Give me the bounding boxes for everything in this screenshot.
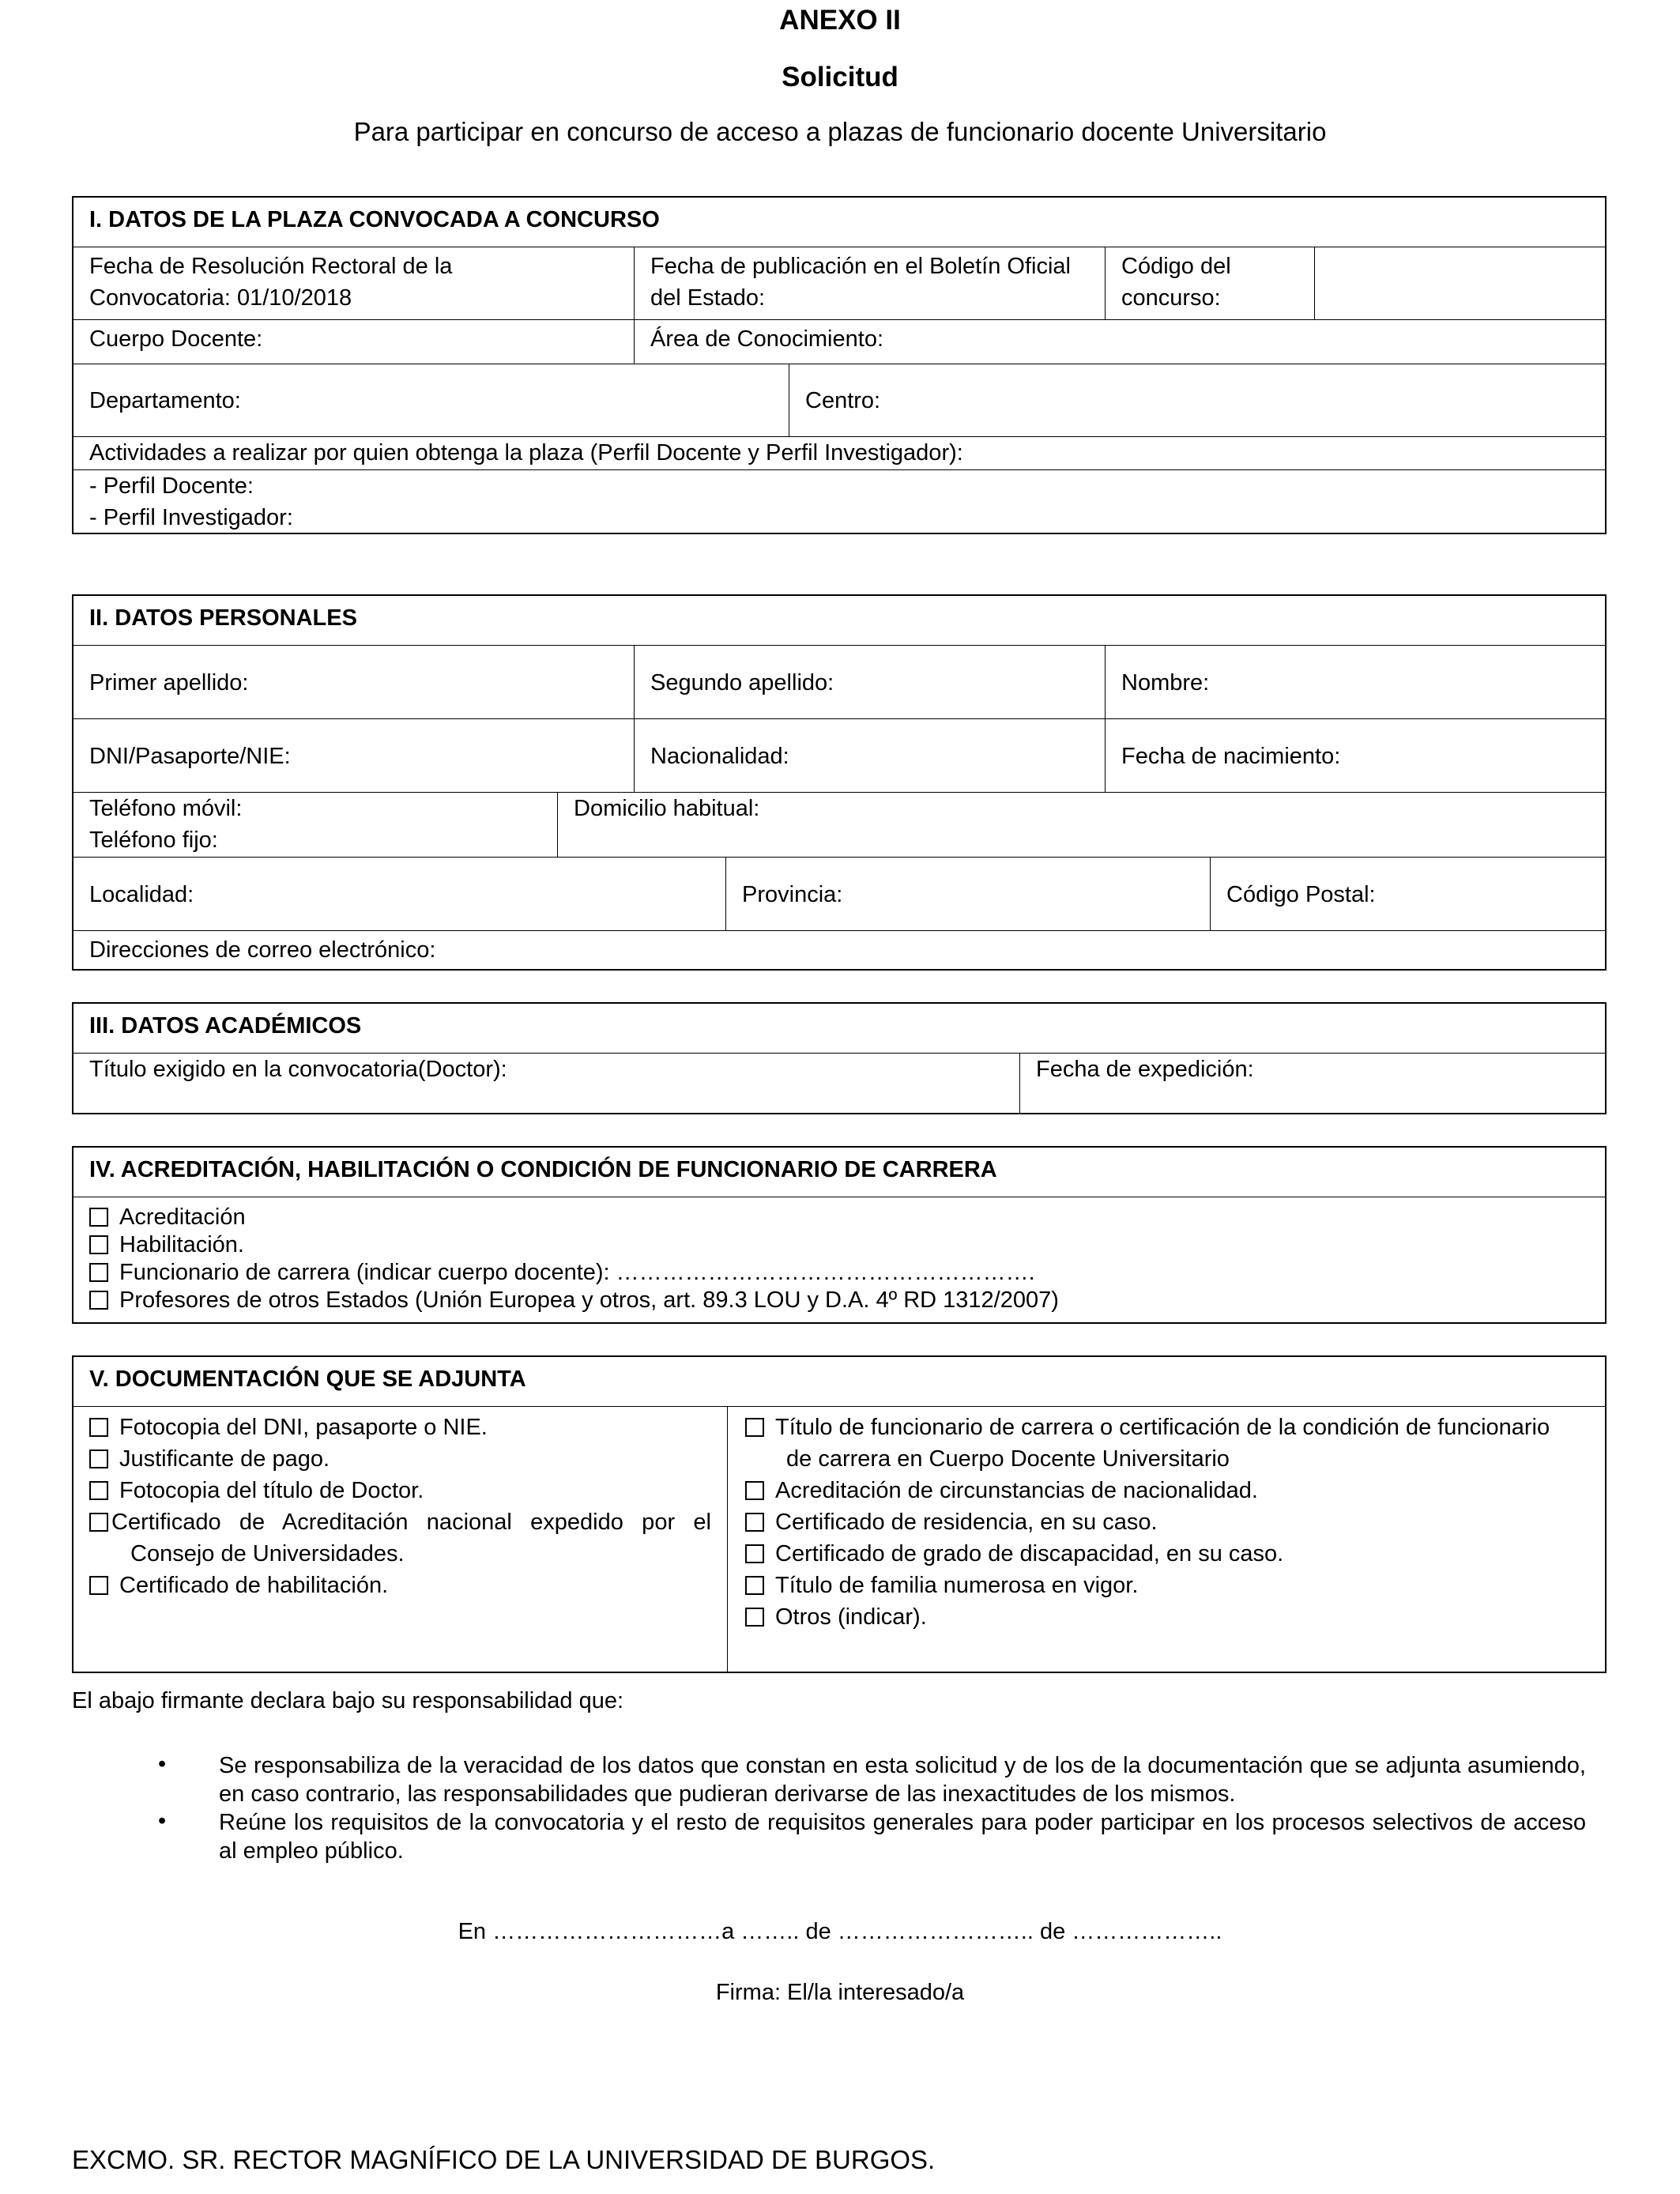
checkbox[interactable]	[89, 1481, 108, 1500]
section-documentacion	[72, 1355, 1607, 1673]
signature-label: Firma: El/la interesado/a	[715, 1980, 965, 2005]
checkbox[interactable]	[89, 1513, 108, 1532]
field-label: Nacionalidad:	[650, 743, 789, 769]
field-label: Nombre:	[1121, 669, 1210, 696]
segundo-apellido-field[interactable]	[634, 646, 1105, 719]
documents-right-column	[727, 1407, 1605, 1672]
table-row	[73, 930, 1605, 969]
localidad-field[interactable]	[73, 858, 725, 931]
doc-nacionalidad[interactable]	[745, 1475, 1589, 1506]
option-label: Certificado de grado de discapacidad, en su caso.	[775, 1541, 1284, 1566]
addressee: EXCMO. SR. RECTOR MAGNÍFICO DE LA UNIVERSIDAD DE BURGOS.	[72, 2145, 936, 2174]
field-label: del Estado:	[650, 285, 766, 311]
fecha-expedicion-field[interactable]	[1019, 1054, 1605, 1113]
field-label: Código del	[1121, 254, 1231, 279]
field-label: Teléfono fijo:	[89, 827, 218, 853]
section-acreditacion	[72, 1146, 1607, 1324]
checkbox[interactable]	[89, 1235, 108, 1254]
option-label: Certificado de Acreditación nacional expedido por el	[111, 1510, 711, 1535]
field-label: Domicilio habitual:	[574, 796, 760, 821]
codigo-concurso-field[interactable]	[1314, 247, 1605, 320]
field-label: Fecha de publicación en el Boletín Oficial	[650, 254, 1071, 279]
checkbox[interactable]	[89, 1418, 108, 1437]
field-label: Fecha de expedición:	[1036, 1057, 1254, 1082]
declaration-item: Reúne los requisitos de la convocatoria y el resto de requisitos generales para poder participar en los procesos selectivos de acceso al empleo público.	[219, 1810, 1586, 1864]
doc-discapacidad[interactable]	[745, 1538, 1589, 1570]
section-heading: III. DATOS ACADÉMICOS	[89, 1013, 362, 1039]
option-label: Fotocopia del título de Doctor.	[119, 1478, 424, 1503]
checkbox[interactable]	[745, 1576, 764, 1595]
doc-titulo-funcionario[interactable]	[745, 1412, 1589, 1443]
option-label: Título de funcionario de carrera o certificación de la condición de funcionario	[775, 1415, 1550, 1440]
field-label: Teléfono móvil:	[89, 796, 243, 821]
field-label: Localidad:	[89, 881, 194, 907]
option-label: Fotocopia del DNI, pasaporte o NIE.	[119, 1415, 488, 1440]
option-label: Justificante de pago.	[119, 1446, 330, 1472]
doc-certificado-acreditacion[interactable]	[89, 1506, 711, 1538]
table-row	[73, 792, 1605, 858]
field-label: Actividades a realizar por quien obtenga la plaza (Perfil Docente y Perfil Investigador):	[89, 440, 963, 466]
checkbox[interactable]	[745, 1418, 764, 1437]
table-row	[73, 319, 1605, 364]
field-label: Cuerpo Docente:	[89, 326, 263, 352]
field-label: Convocatoria: 01/10/2018	[89, 285, 352, 311]
section-heading: II. DATOS PERSONALES	[89, 605, 357, 631]
doc-residencia[interactable]	[745, 1506, 1589, 1538]
field-label: Título exigido en la convocatoria(Doctor):	[89, 1057, 507, 1082]
table-row	[73, 364, 1605, 437]
table-row	[73, 469, 1605, 533]
fecha-resolucion-field[interactable]	[73, 247, 634, 320]
declaration-item: Se responsabiliza de la veracidad de los datos que constan en esta solicitud y de los de la documentación que se adjunta asumiendo, en caso contrario, las responsabilidades que pudieran derivarse de las inexactitudes de los mismos.	[219, 1753, 1586, 1807]
dni-field[interactable]	[73, 719, 634, 793]
field-label: Fecha de Resolución Rectoral de la	[89, 254, 453, 279]
area-conocimiento-field[interactable]	[634, 320, 1605, 364]
option-label: Acreditación de circunstancias de nacionalidad.	[775, 1478, 1258, 1503]
checkbox[interactable]	[89, 1291, 108, 1310]
field-label: concurso:	[1121, 285, 1221, 311]
table-row	[73, 247, 1605, 320]
field-label: Fecha de nacimiento:	[1121, 743, 1341, 769]
section-datos-personales	[72, 594, 1607, 971]
correo-field[interactable]	[73, 931, 1605, 969]
telefono-field[interactable]	[73, 793, 557, 858]
cuerpo-docente-field[interactable]	[73, 320, 634, 364]
option-label: Certificado de habilitación.	[119, 1573, 389, 1598]
acreditacion-options	[73, 1197, 1605, 1322]
checkbox[interactable]	[89, 1449, 108, 1468]
documents-area	[73, 1406, 1605, 1672]
field-label: Provincia:	[742, 881, 843, 907]
documents-left-column	[73, 1407, 727, 1672]
checkbox[interactable]	[745, 1608, 764, 1627]
field-label: - Perfil Investigador:	[89, 505, 293, 530]
checkbox[interactable]	[745, 1481, 764, 1500]
option-label: Título de familia numerosa en vigor.	[775, 1573, 1139, 1598]
field-label: DNI/Pasaporte/NIE:	[89, 743, 291, 769]
option-label: Acreditación	[119, 1204, 246, 1230]
bullet-icon: •	[158, 1808, 167, 1834]
field-label: Departamento:	[89, 388, 241, 413]
table-row	[73, 857, 1605, 931]
fecha-publicacion-field[interactable]	[634, 247, 1105, 320]
option-label: Funcionario de carrera (indicar cuerpo docente): ……………………………………………….	[119, 1260, 1035, 1285]
bullet-icon: •	[158, 1751, 167, 1777]
perfil-field[interactable]	[73, 470, 1605, 533]
options-area	[73, 1197, 1605, 1322]
option-label: Habilitación.	[119, 1232, 244, 1257]
option-label: Otros (indicar).	[775, 1604, 927, 1630]
codigo-concurso-label	[1105, 247, 1314, 320]
page-title: ANEXO II	[779, 5, 901, 36]
fecha-nacimiento-field[interactable]	[1105, 719, 1605, 793]
field-label: Código Postal:	[1226, 881, 1376, 907]
provincia-field[interactable]	[725, 858, 1210, 931]
centro-field[interactable]	[789, 364, 1605, 437]
option-funcionario-carrera[interactable]	[89, 1259, 1589, 1287]
section-plaza-convocada	[72, 196, 1607, 534]
domicilio-field[interactable]	[557, 793, 1605, 858]
checkbox[interactable]	[89, 1576, 108, 1595]
codigo-postal-field[interactable]	[1210, 858, 1605, 931]
option-label-continuation: Consejo de Universidades.	[130, 1541, 405, 1566]
field-label: Direcciones de correo electrónico:	[89, 937, 436, 963]
option-profesores-otros-estados[interactable]	[89, 1287, 1589, 1314]
declaration-intro: El abajo firmante declara bajo su responsabilidad que:	[72, 1688, 624, 1713]
table-row	[73, 436, 1605, 470]
doc-otros[interactable]	[745, 1601, 1589, 1633]
field-label: Primer apellido:	[89, 669, 249, 696]
departamento-field[interactable]	[73, 364, 789, 437]
option-label-continuation: de carrera en Cuerpo Docente Universitario	[786, 1446, 1230, 1472]
nacionalidad-field[interactable]	[634, 719, 1105, 793]
section-heading: IV. ACREDITACIÓN, HABILITACIÓN O CONDICIÓN DE FUNCIONARIO DE CARRERA	[89, 1157, 997, 1182]
field-label: Segundo apellido:	[650, 669, 834, 696]
page-subtitle: Solicitud	[782, 62, 898, 92]
doc-justificante[interactable]	[89, 1443, 711, 1475]
form-purpose: Para participar en concurso de acceso a plazas de funcionario docente Universitario	[353, 117, 1327, 146]
checkbox[interactable]	[745, 1513, 764, 1532]
doc-dni[interactable]	[89, 1412, 711, 1443]
place-date-line[interactable]: En …………………………a …….. de …………………….. de ………………..	[458, 1919, 1222, 1944]
option-label: Certificado de residencia, en su caso.	[775, 1510, 1158, 1535]
option-acreditacion[interactable]	[89, 1204, 1589, 1231]
field-label: Área de Conocimiento:	[650, 326, 883, 352]
option-label: Profesores de otros Estados (Unión Europea y otros, art. 89.3 LOU y D.A. 4º RD 1312/2007)	[119, 1287, 1059, 1313]
checkbox[interactable]	[89, 1263, 108, 1282]
checkbox[interactable]	[89, 1208, 108, 1227]
table-row	[73, 1053, 1605, 1113]
section-datos-academicos	[72, 1002, 1607, 1114]
doc-familia-numerosa[interactable]	[745, 1570, 1589, 1601]
field-label: Centro:	[805, 388, 881, 413]
nombre-field[interactable]	[1105, 646, 1605, 719]
doc-titulo-doctor[interactable]	[89, 1475, 711, 1506]
section-heading: V. DOCUMENTACIÓN QUE SE ADJUNTA	[89, 1367, 526, 1392]
titulo-field[interactable]	[73, 1054, 1019, 1113]
table-row	[73, 645, 1605, 719]
section-heading: I. DATOS DE LA PLAZA CONVOCADA A CONCURSO	[89, 207, 660, 232]
table-row	[73, 718, 1605, 793]
field-label: - Perfil Docente:	[89, 473, 254, 499]
actividades-label	[73, 437, 1605, 470]
primer-apellido-field[interactable]	[73, 646, 634, 719]
doc-certificado-habilitacion[interactable]	[89, 1570, 711, 1601]
checkbox[interactable]	[745, 1544, 764, 1563]
option-habilitacion[interactable]	[89, 1231, 1589, 1259]
